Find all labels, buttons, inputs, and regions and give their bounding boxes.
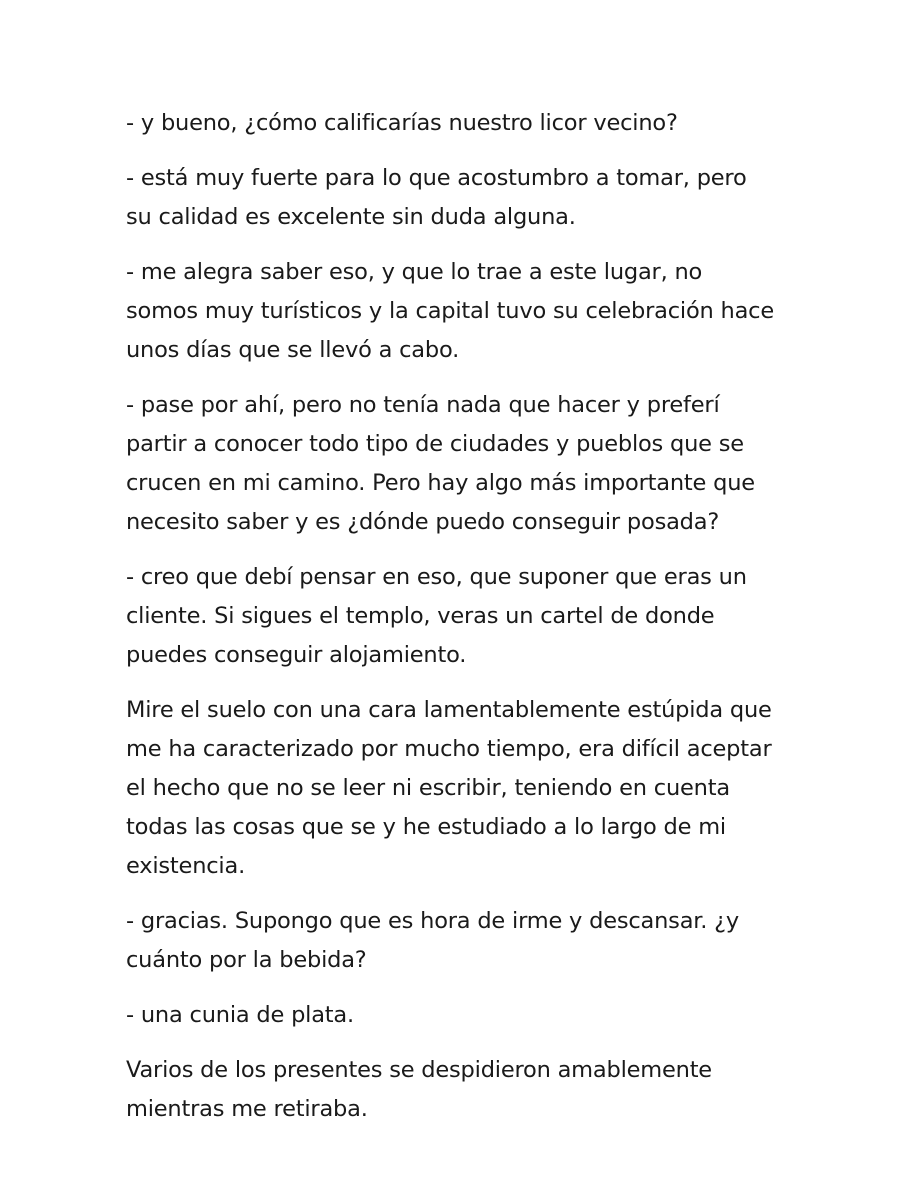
paragraph-9: Varios de los presentes se despidieron amablemente mientras me retiraba. xyxy=(126,1057,712,1122)
paragraph-5: - creo que debí pensar en eso, que suponer que eras un cliente. Si sigues el templo, veras un cartel de donde puedes conseguir alojamiento. xyxy=(126,564,747,668)
paragraph-7: - gracias. Supongo que es hora de irme y descansar. ¿y cuánto por la bebida? xyxy=(126,908,740,973)
paragraph-2: - está muy fuerte para lo que acostumbro a tomar, pero su calidad es excelente sin duda alguna. xyxy=(126,165,747,230)
paragraph-3: - me alegra saber eso, y que lo trae a este lugar, no somos muy turísticos y la capital tuvo su celebración hace unos días que se llevó a cabo. xyxy=(126,259,774,363)
paragraph-8: - una cunia de plata. xyxy=(126,1002,354,1028)
paragraph-4: - pase por ahí, pero no tenía nada que hacer y preferí partir a conocer todo tipo de ciudades y pueblos que se crucen en mi camino. Pero hay algo más importante que necesito saber y es ¿dónde puedo conseguir posada? xyxy=(126,392,755,535)
paragraph-1: - y bueno, ¿cómo calificarías nuestro licor vecino? xyxy=(126,110,678,136)
paragraph-6: Mire el suelo con una cara lamentablemente estúpida que me ha caracterizado por mucho tiempo, era difícil aceptar el hecho que no se leer ni escribir, teniendo en cuenta todas las cosas que se y he estudiado a lo largo de mi existencia. xyxy=(126,697,772,879)
body-text xyxy=(126,104,776,1145)
